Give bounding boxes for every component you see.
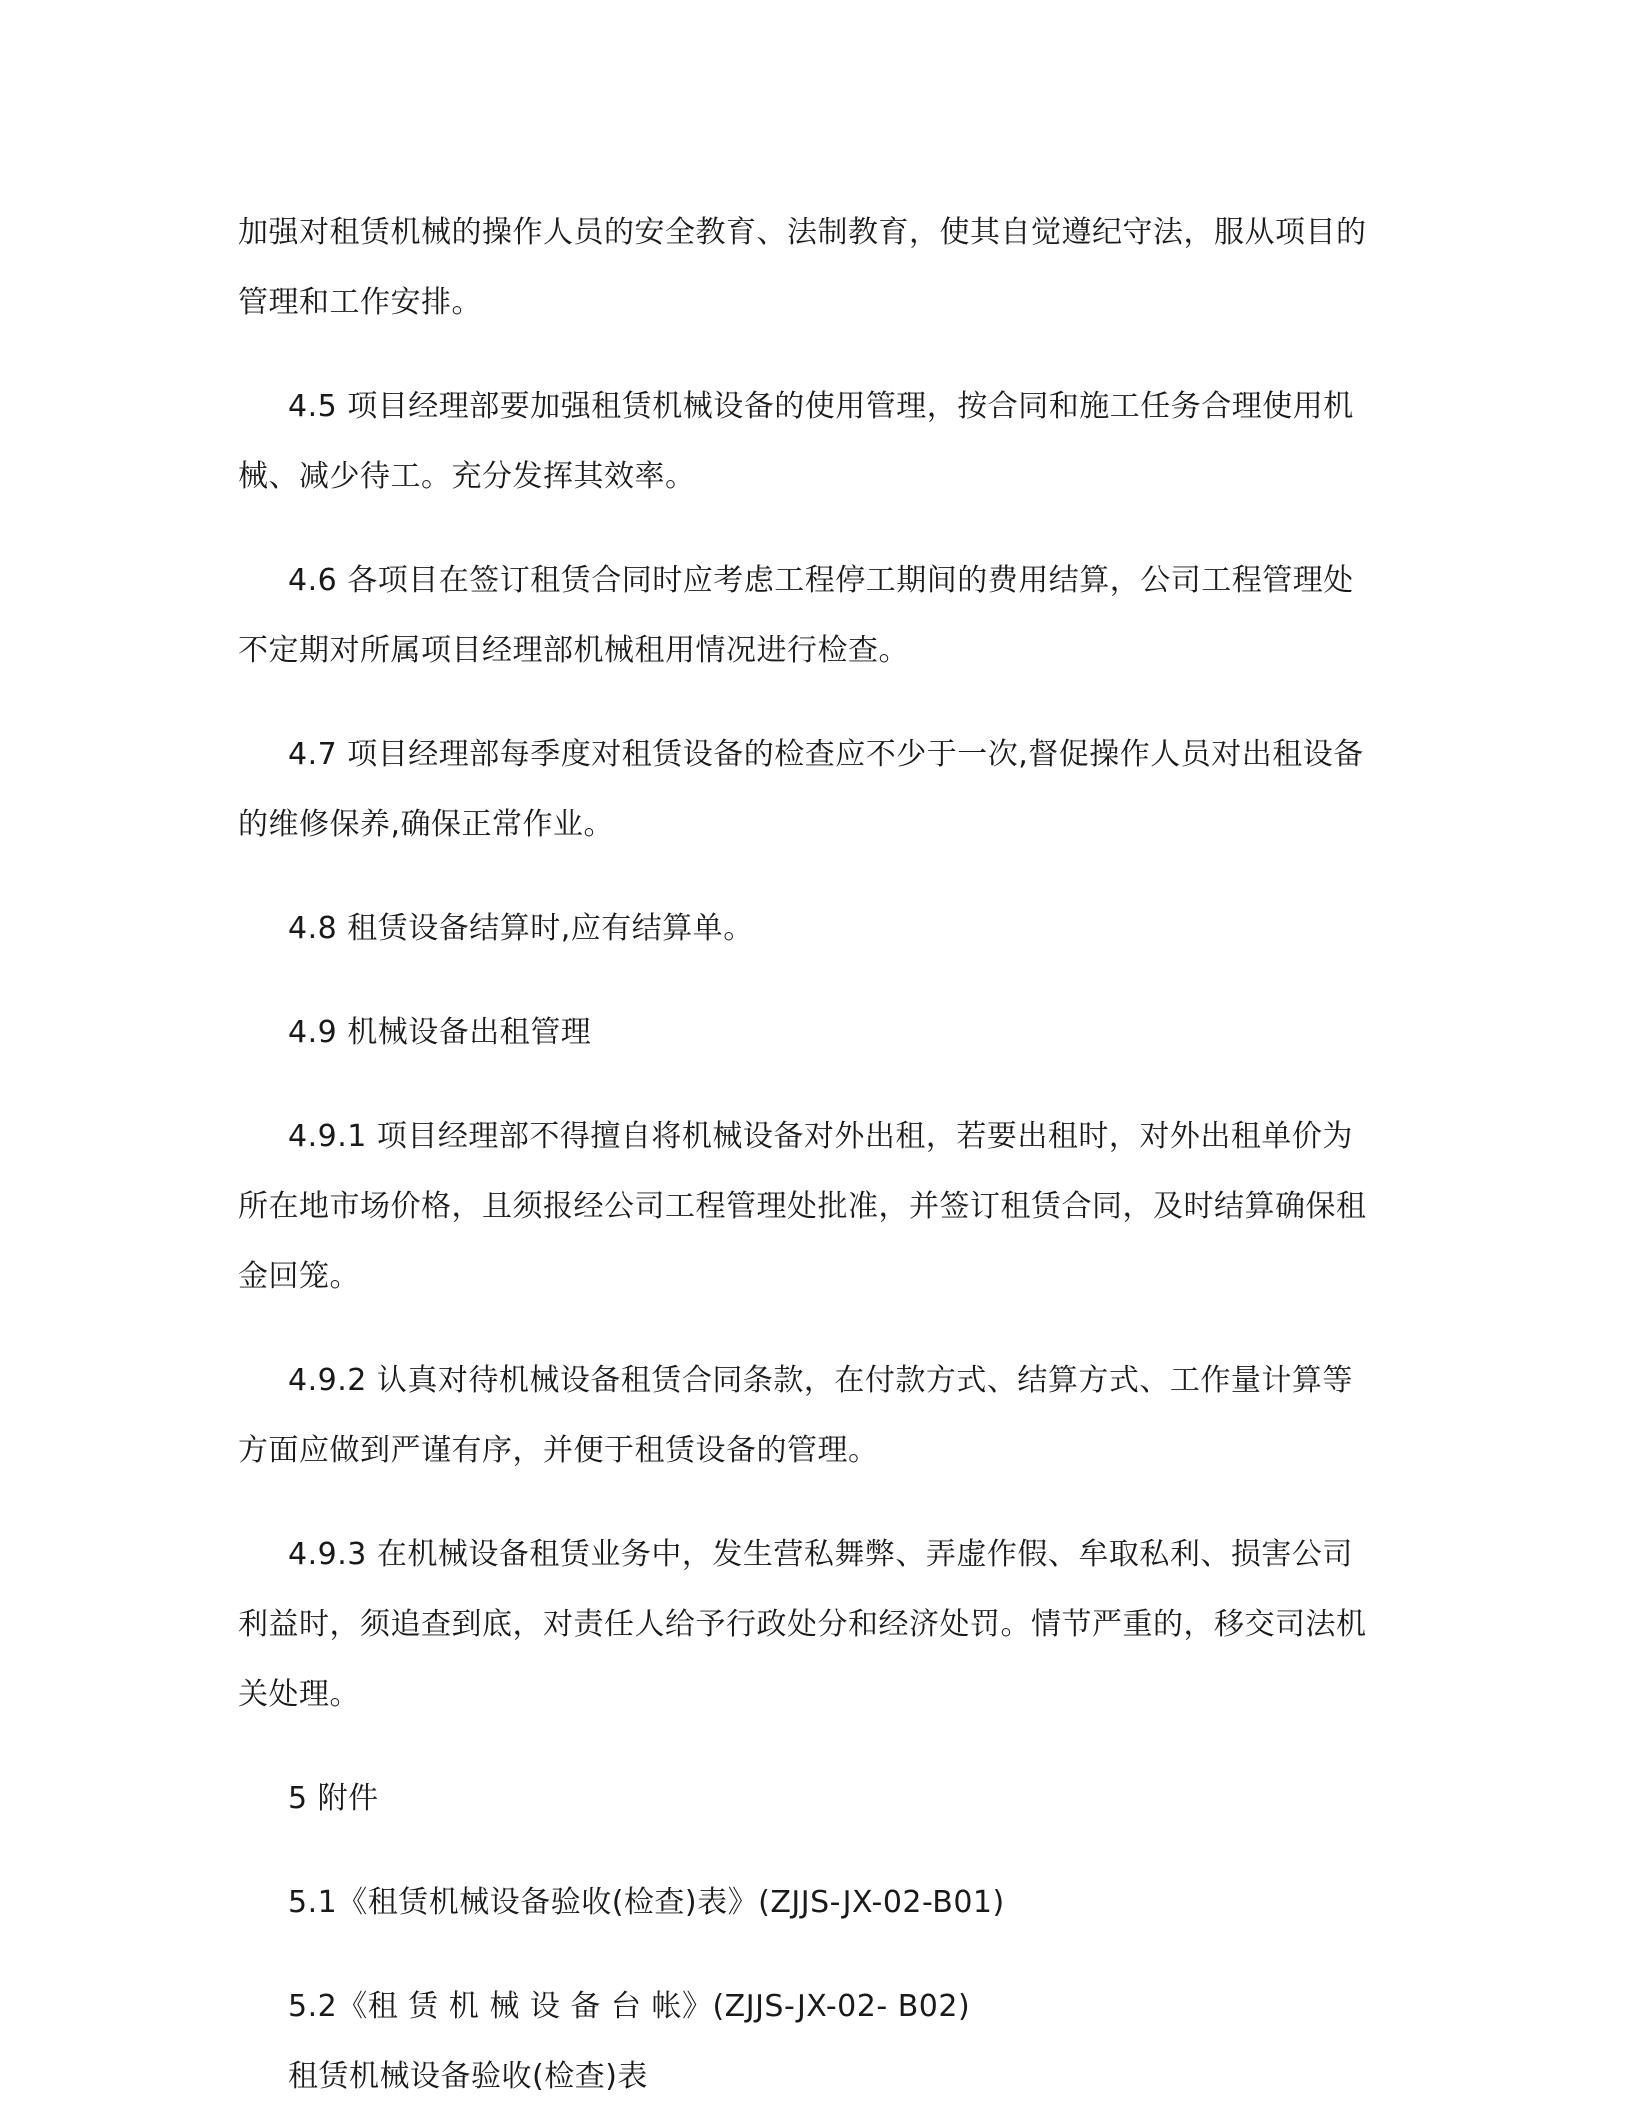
form-title: 租赁机械设备验收(检查)表 bbox=[288, 2059, 648, 2094]
paragraph-4-9-heading: 4.9 机械设备出租管理 bbox=[288, 1015, 592, 1050]
paragraph-4-9-2: 4.9.2 认真对待机械设备租赁合同条款，在付款方式、结算方式、工作量计算等方面应做到严谨有序，并便于租赁设备的管理。 bbox=[238, 1363, 1353, 1468]
paragraph-4-7: 4.7 项目经理部每季度对租赁设备的检查应不少于一次,督促操作人员对出租设备的维修保养,确保正常作业。 bbox=[238, 737, 1364, 842]
attachment-5-1: 5.1《租赁机械设备验收(检查)表》(ZJJS-JX-02-B01) bbox=[288, 1885, 1005, 1920]
paragraph-4-8: 4.8 租赁设备结算时,应有结算单。 bbox=[288, 911, 754, 946]
paragraph-4-9-1: 4.9.1 项目经理部不得擅自将机械设备对外出租，若要出租时，对外出租单价为所在地市场价格，且须报经公司工程管理处批准，并签订租赁合同，及时结算确保租金回笼。 bbox=[238, 1119, 1367, 1294]
section-5-heading: 5 附件 bbox=[288, 1781, 379, 1816]
attachment-5-2: 5.2《租 赁 机 械 设 备 台 帐》(ZJJS-JX-02- B02) bbox=[288, 1989, 971, 2024]
paragraph-operator-education: 加强对租赁机械的操作人员的安全教育、法制教育，使其自觉遵纪守法，服从项目的管理和工作安排。 bbox=[238, 215, 1367, 320]
paragraph-4-6: 4.6 各项目在签订租赁合同时应考虑工程停工期间的费用结算，公司工程管理处不定期对所属项目经理部机械租用情况进行检查。 bbox=[238, 563, 1354, 668]
paragraph-4-9-3: 4.9.3 在机械设备租赁业务中，发生营私舞弊、弄虚作假、牟取私利、损害公司利益时，须追查到底，对责任人给予行政处分和经济处罚。情节严重的，移交司法机关处理。 bbox=[238, 1537, 1367, 1712]
paragraph-4-5: 4.5 项目经理部要加强租赁机械设备的使用管理，按合同和施工任务合理使用机械、减少待工。充分发挥其效率。 bbox=[238, 389, 1354, 494]
document-body bbox=[238, 198, 1378, 2112]
